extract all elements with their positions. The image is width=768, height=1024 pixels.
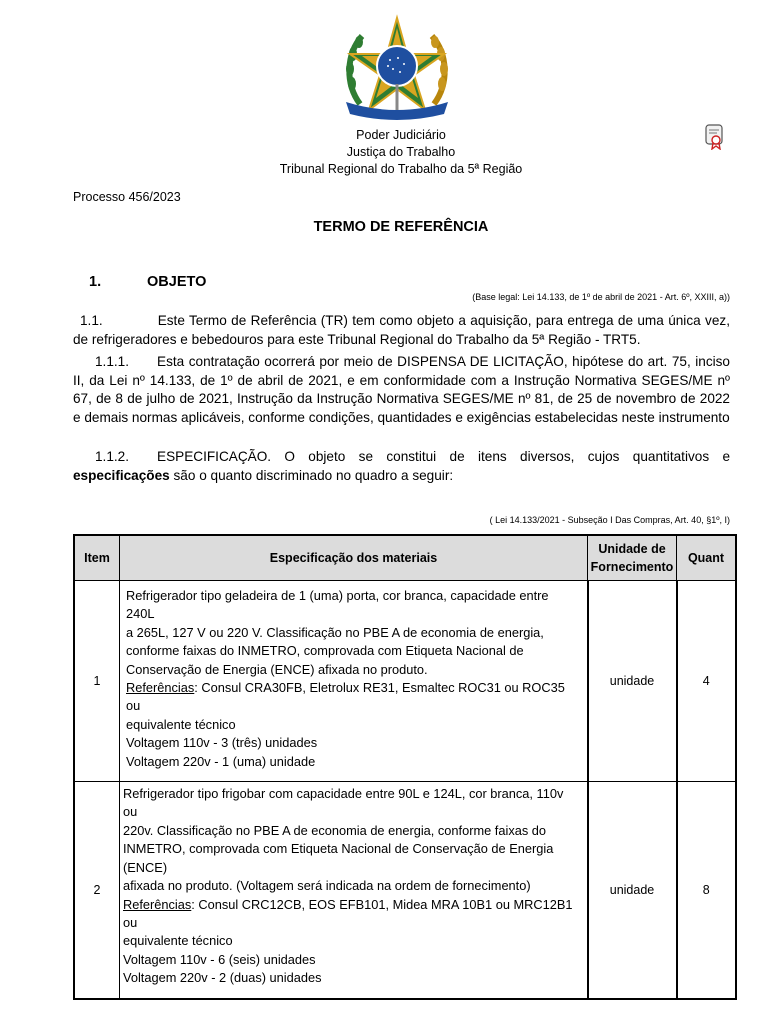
spec-references — [126, 679, 581, 716]
spec-voltage-220: Voltagem 220v - 1 (uma) unidade — [126, 753, 316, 769]
header-line-tribunal: Tribunal Regional do Trabalho da 5ª Região — [279, 162, 523, 176]
references-text: : Consul CRA30FB, Eletrolux RE31, Esmaltec ROC31 ou ROC35 ou — [126, 680, 565, 714]
table-row — [74, 782, 736, 999]
coat-of-arms-emblem — [340, 14, 454, 124]
spec-line: Conservação de Energia (ENCE) afixada no produto. — [126, 661, 428, 677]
table-row — [74, 581, 736, 782]
spec-line: 220v. Classificação no PBE A de economia de energia, conforme faixas do — [123, 822, 547, 838]
paragraph-number: 1.1.2. — [95, 449, 130, 464]
paragraph-text: Este Termo de Referência (TR) tem como objeto a aquisição, para entrega de uma única vez, de refrigeradores e bebedouros para este Tribunal Regional do Trabalho da 5ª Região - TRT5. — [73, 313, 730, 347]
cell-item: 1 — [74, 581, 120, 782]
spec-line: INMETRO, comprovada com Etiqueta Nacional de Conservação de Energia (ENCE) — [123, 841, 554, 875]
base-legal-note: (Base legal: Lei 14.133, de 1º de abril de 2021 - Art. 6º, XXIII, a)) — [472, 292, 730, 302]
paragraph-1-1-2 — [73, 448, 730, 485]
processo-number: Processo 456/2023 — [73, 190, 181, 204]
spec-line: afixada no produto. (Voltagem será indicada na ordem de fornecimento) — [123, 878, 531, 894]
spec-line: Refrigerador tipo geladeira de 1 (uma) porta, cor branca, capacidade entre 240L — [126, 588, 549, 622]
cell-spec — [120, 782, 588, 999]
paragraph-1-1-1 — [73, 353, 730, 427]
paragraph-text: ESPECIFICAÇÃO. O objeto se constitui de itens diversos, cujos quantitativos e — [157, 449, 730, 464]
cell-qty: 4 — [677, 581, 737, 782]
section-title: OBJETO — [147, 274, 207, 290]
bold-word-especificacoes: especificações — [73, 467, 170, 483]
references-text: : Consul CRC12CB, EOS EFB101, Midea MRA 10B1 ou MRC12B1 ou — [123, 896, 573, 930]
header-unit-line2: Fornecimento — [590, 560, 674, 574]
document-title: TERMO DE REFERÊNCIA — [313, 219, 489, 235]
cell-item: 2 — [74, 782, 120, 999]
spec-voltage-110: Voltagem 110v - 3 (três) unidades — [126, 735, 318, 751]
header-spec: Especificação dos materiais — [120, 535, 588, 581]
cell-unit: unidade — [588, 782, 677, 999]
header-unit — [588, 535, 677, 581]
references-label: Referências — [123, 896, 192, 912]
cell-spec — [120, 581, 588, 782]
paragraph-text-end: são o quanto discriminado no quadro a seguir: — [169, 467, 454, 483]
spec-line: conforme faixas do INMETRO, comprovada com Etiqueta Nacional de — [126, 643, 524, 659]
spec-line: Refrigerador tipo frigobar com capacidade entre 90L e 124L, cor branca, 110v ou — [123, 786, 564, 820]
paragraph-number: 1.1.1. — [95, 354, 130, 369]
cell-qty: 8 — [677, 782, 737, 999]
paragraph-1-1 — [73, 312, 730, 349]
spec-references — [123, 896, 581, 933]
spec-voltage-110: Voltagem 110v - 6 (seis) unidades — [123, 951, 316, 967]
materials-table — [73, 534, 737, 1000]
header-line-poder: Poder Judiciário — [356, 128, 446, 142]
references-label: Referências — [126, 680, 195, 696]
spec-line: equivalente técnico — [126, 716, 236, 732]
header-qty: Quant — [677, 535, 737, 581]
lei-note: ( Lei 14.133/2021 - Subseção I Das Compras, Art. 40, §1º, I) — [489, 515, 730, 525]
cell-unit: unidade — [588, 581, 677, 782]
paragraph-text: Esta contratação ocorrerá por meio de DISPENSA DE LICITAÇÃO, hipótese do art. 75, inciso II, da Lei nº 14.133, de 1º de abril de 2021, e em conformidade com a Instrução Normativa SEGES/ME nº 67, de 8 de julho de 2021, Instrução da Instrução Normativa SEGES/ME nº 81, de 25 de novembro de 2022 e demais normas aplicáveis, conforme condições, quantidades e exigências estabelecidas neste instrumento — [73, 354, 730, 425]
spec-voltage-220: Voltagem 220v - 2 (duas) unidades — [123, 970, 322, 986]
header-item: Item — [74, 535, 120, 581]
paragraph-number: 1.1. — [80, 313, 103, 328]
table-header-row — [74, 535, 736, 581]
header-unit-line1: Unidade de — [598, 542, 666, 556]
spec-line: a 265L, 127 V ou 220 V. Classificação no PBE A de economia de energia, — [126, 624, 544, 640]
section-number: 1. — [89, 274, 102, 290]
header-line-justica: Justiça do Trabalho — [346, 145, 456, 159]
spec-line: equivalente técnico — [123, 933, 233, 949]
